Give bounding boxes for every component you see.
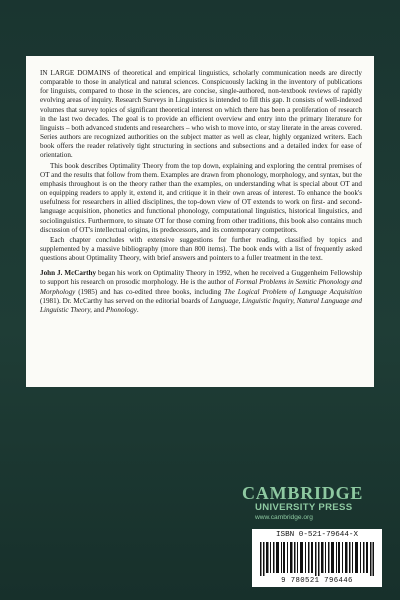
author-bio xyxy=(40,269,362,315)
blurb-paragraph-series: IN LARGE DOMAINS of theoretical and empirical linguistics, scholarly communication needs are directly comparable to those in analytical and natural sciences. Conspicuously lacking in the inventory of publications for linguists, compared to those in the sciences, are concise, single-authored, non-textbook reviews of rapidly evolving areas of inquiry. Research Surveys in Linguistics is intended to fill this gap. It consists of well-indexed volumes that survey topics of significant theoretical interest on which there has been a proliferation of research in the last two decades. The goal is to provide an efficient overview and entry into the primary literature for linguists – both advanced students and researchers – who wish to move into, or stay literate in the areas covered. Series authors are recognized authorities on the subject matter as well as clear, highly organized writers. Each book offers the reader relatively tight structuring in sections and subsections and a detailed index for ease of orientation. xyxy=(40,69,362,160)
bio-text-c: (1981). Dr. McCarthy has served on the editorial boards of xyxy=(40,296,210,305)
publisher-name: CAMBRIDGE xyxy=(242,483,364,503)
blurb-paragraph-chapters: Each chapter concludes with extensive suggestions for further reading, classified by topics and supplemented by a massive bibliography (more than 800 items). The book ends with a list of frequently asked questions about Optimality Theory, with brief answers and pointers to a fuller treatment in the text. xyxy=(40,235,362,263)
barcode-number: 9 780521 796446 xyxy=(281,577,353,585)
bio-text-b: (1985) and has co-edited three books, including xyxy=(75,287,225,296)
blurb-panel xyxy=(26,56,374,387)
bio-journals: Language, Linguistic Inquiry, Natural Language and Linguistic Theory, xyxy=(40,296,362,314)
author-name: John J. McCarthy xyxy=(40,269,97,278)
publisher-url: www.cambridge.org xyxy=(255,514,313,521)
isbn-label: ISBN 0-521-79644-X xyxy=(275,531,359,539)
bio-text-a: began his work on Optimality Theory in 1992, when he received a Guggenheim Fellowship to support his research on prosodic morphology. He is the author of xyxy=(40,269,362,287)
blurb-paragraph-book: This book describes Optimality Theory from the top down, explaining and exploring the central premises of OT and the results that follow from them. Examples are drawn from phonology, morphology, and syntax, but the emphasis throughout is on the theory rather than the examples, on understanding what is special about OT and on equipping readers to apply it, extend it, and critique it in their own areas of interest. To enhance the book's usefulness for researchers in allied disciplines, the top-down view of OT extends to work on first- and second-language acquisition, phonetics and functional phonology, computational linguistics, historical linguistics, and sociolinguistics. Furthermore, to situate OT for those coming from other traditions, this book also contains much discussion of OT's intellectual origins, its predecessors, and its contemporary competitors. xyxy=(40,161,362,234)
publisher-logo xyxy=(242,484,388,522)
bio-book-title-1: Formal Problems in Semitic Phonology and Morphology xyxy=(40,278,362,296)
bio-book-title-2: The Logical Problem of Language Acquisition xyxy=(224,287,362,296)
barcode-image xyxy=(260,542,374,576)
bio-text-d: and xyxy=(91,305,106,314)
isbn-barcode-block xyxy=(252,529,382,587)
publisher-subtitle: UNIVERSITY PRESS xyxy=(255,502,353,513)
bio-journal-last: Phonology xyxy=(105,305,137,314)
bio-text-e: . xyxy=(136,305,139,314)
